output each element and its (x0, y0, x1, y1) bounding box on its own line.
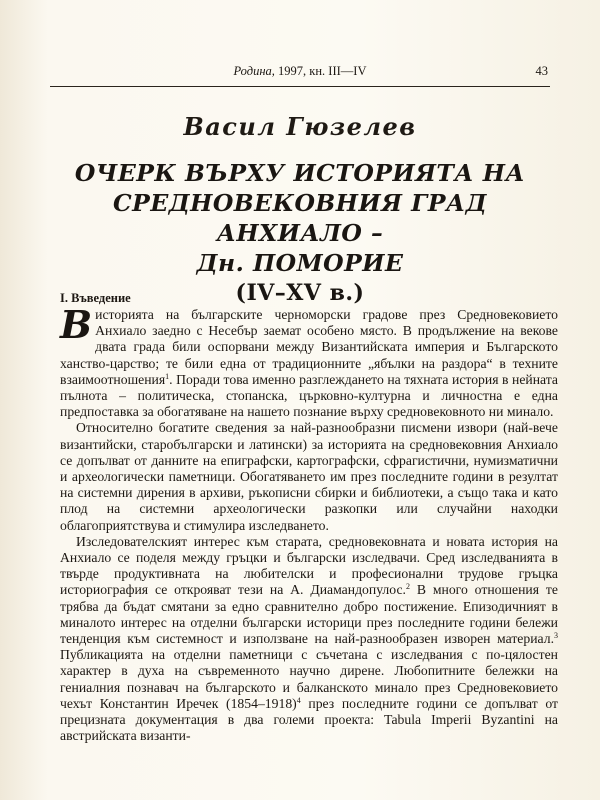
page-number: 43 (535, 64, 548, 78)
paragraph-1-text-a: историята на българските черноморски градове през Средновековието Анхиало заедно с Несебър заемат особено място. В продължение на векове двата града били оспорвани между Византийската империя и Българското ханство-царство; те били една от традиционните „ябълки на раздора“ в техните взаимоотношения (60, 307, 558, 387)
paragraph-1 (60, 302, 558, 420)
paragraph-3-text-b: В много отношения те трябва да бъдат смятани за едно сравнително добро постижение. Епизодичният в миналото интерес на отделни български историци през последните години бележи тенденция към системност и използване на най-разнообразен изворен материал. (60, 582, 558, 647)
title-line-1: ОЧЕРК ВЪРХУ ИСТОРИЯТА НА (74, 159, 526, 187)
article-title (40, 158, 560, 308)
footnote-ref-3: 3 (554, 631, 558, 641)
running-header (52, 64, 548, 82)
article-body (60, 302, 559, 744)
footnote-ref-2: 2 (405, 582, 410, 592)
section-heading: I. Въведение (60, 291, 131, 305)
paragraph-3-text-a: Изследователският интерес към старата, средновековната и новата история на Анхиало се поделя между гръцки и български изследвачи. Сред изследванията в твърде продуктивната на любителски и професионални трудове гръцка историография се открояват тези на А. Диамандопулос. (60, 533, 558, 598)
header-rule (50, 86, 550, 87)
paragraph-3-text-c: Публикацията на отделни паметници с съчетана с изследвания с по-цялостен характер в духа на съвременното научно дирене. Любопитните бележки на гениалния познавач на българското и балканското минало през Средновековието чехът Константин Иречек (1854–1918) (60, 647, 558, 711)
title-line-3: Дн. ПОМОРИЕ (196, 249, 404, 277)
author-name: Васил Гюзелев (183, 112, 417, 141)
journal-citation (52, 64, 548, 79)
title-line-2: СРЕДНОВЕКОВНИЯ ГРАД АНХИАЛО – (112, 189, 488, 247)
journal-name: Родина, (233, 64, 275, 78)
paragraph-3-text-d: през последните години се допълват от прецизната документация в два големи проекта: Tabula Imperii Byzantini на австрийската византи- (60, 695, 559, 744)
title-line-4: (IV–XV в.) (235, 280, 365, 306)
paragraph-1-text-b: . Поради това именно разглеждането на тяхната история в нейната пълнота – политическа, стопанска, църковно-културна и личностна е една предпоставка за обогатяване на нашето познание върху средновековното ни минало. (60, 371, 558, 420)
journal-issue: 1997, кн. III—IV (278, 64, 367, 78)
drop-cap: В (60, 302, 93, 347)
footnote-ref-4: 4 (296, 695, 301, 705)
footnote-ref-1: 1 (165, 371, 170, 381)
paragraph-2: Относително богатите сведения за най-разнообразни писмени извори (най-вече византийски, старобългарски и латински) за историята на средновековния Анхиало се допълват от данните на епиграфски, картографски, сфрагистични, нумизматични и археологически паметници. Обогатяването им през последните години в резултат на системни дирения в архиви, ръкописни сбирки и библиотеки, а също така и като плод на системни археологически разкопки или случайни находки облагоприятствува и стимулира изследването. (60, 420, 558, 533)
paragraph-3 (60, 534, 558, 745)
